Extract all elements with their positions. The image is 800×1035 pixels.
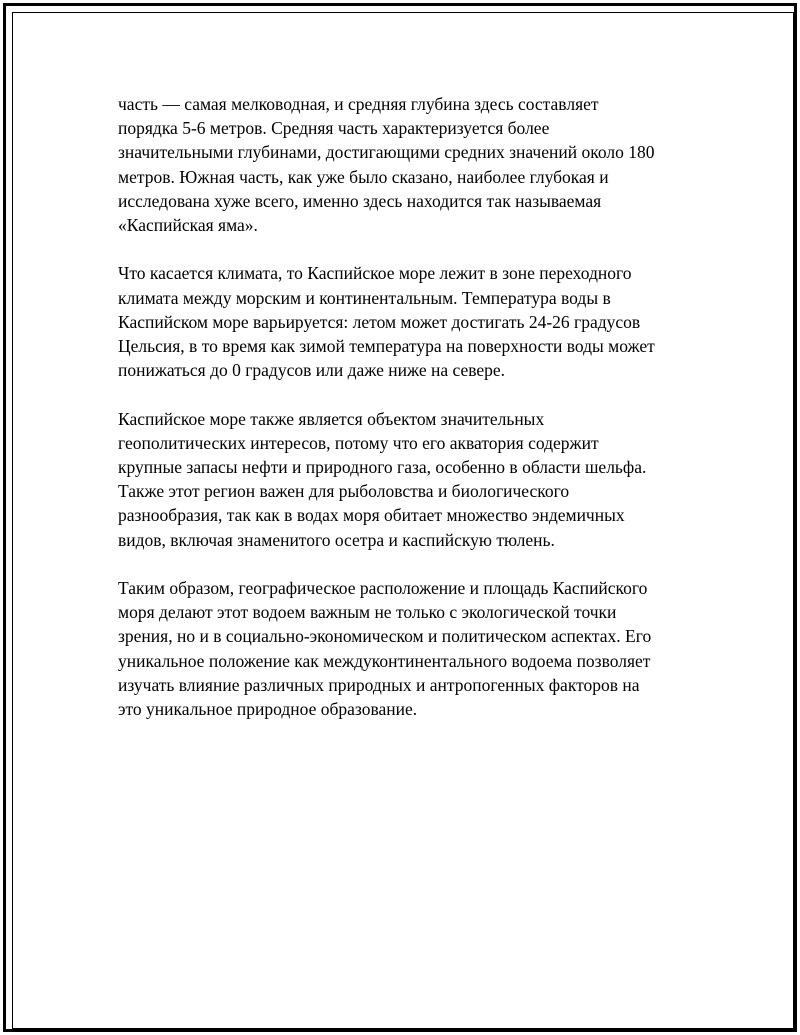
paragraph-depth: часть — самая мелководная, и средняя глубина здесь составляет порядка 5-6 метров. Средняя часть характеризуется более значительными глубинами, достигающими средних значений около 180 метров. Южная часть, как уже было сказано, наиболее глубокая и исследована хуже всего, именно здесь находится так называемая «Каспийская яма». [118,94,655,236]
paragraph-conclusion: Таким образом, географическое расположение и площадь Каспийского моря делают этот водоем важным не только с экологической точки зрения, но и в социально-экономическом и политическом аспектах. Его уникальное положение как междуконтинентального водоема позволяет изучать влияние различных природных и антропогенных факторов на это уникальное природное образование. [118,578,652,720]
paragraph-climate: Что касается климата, то Каспийское море лежит в зоне переходного климата между морским и континентальным. Температура воды в Каспийском море варьируется: летом может достигать 24-26 градусов Цельсия, в то время как зимой температура на поверхности воды может понижаться до 0 градусов или даже ниже на севере. [118,263,655,381]
document-body [118,92,693,745]
paragraph-geopolitics: Каспийское море также является объектом значительных геополитических интересов, потому что его акватория содержит крупные запасы нефти и природного газа, особенно в области шельфа. Также этот регион важен для рыболовства и биологического разнообразия, так как в водах моря обитает множество эндемичных видов, включая знаменитого осетра и каспийскую тюлень. [118,408,647,550]
